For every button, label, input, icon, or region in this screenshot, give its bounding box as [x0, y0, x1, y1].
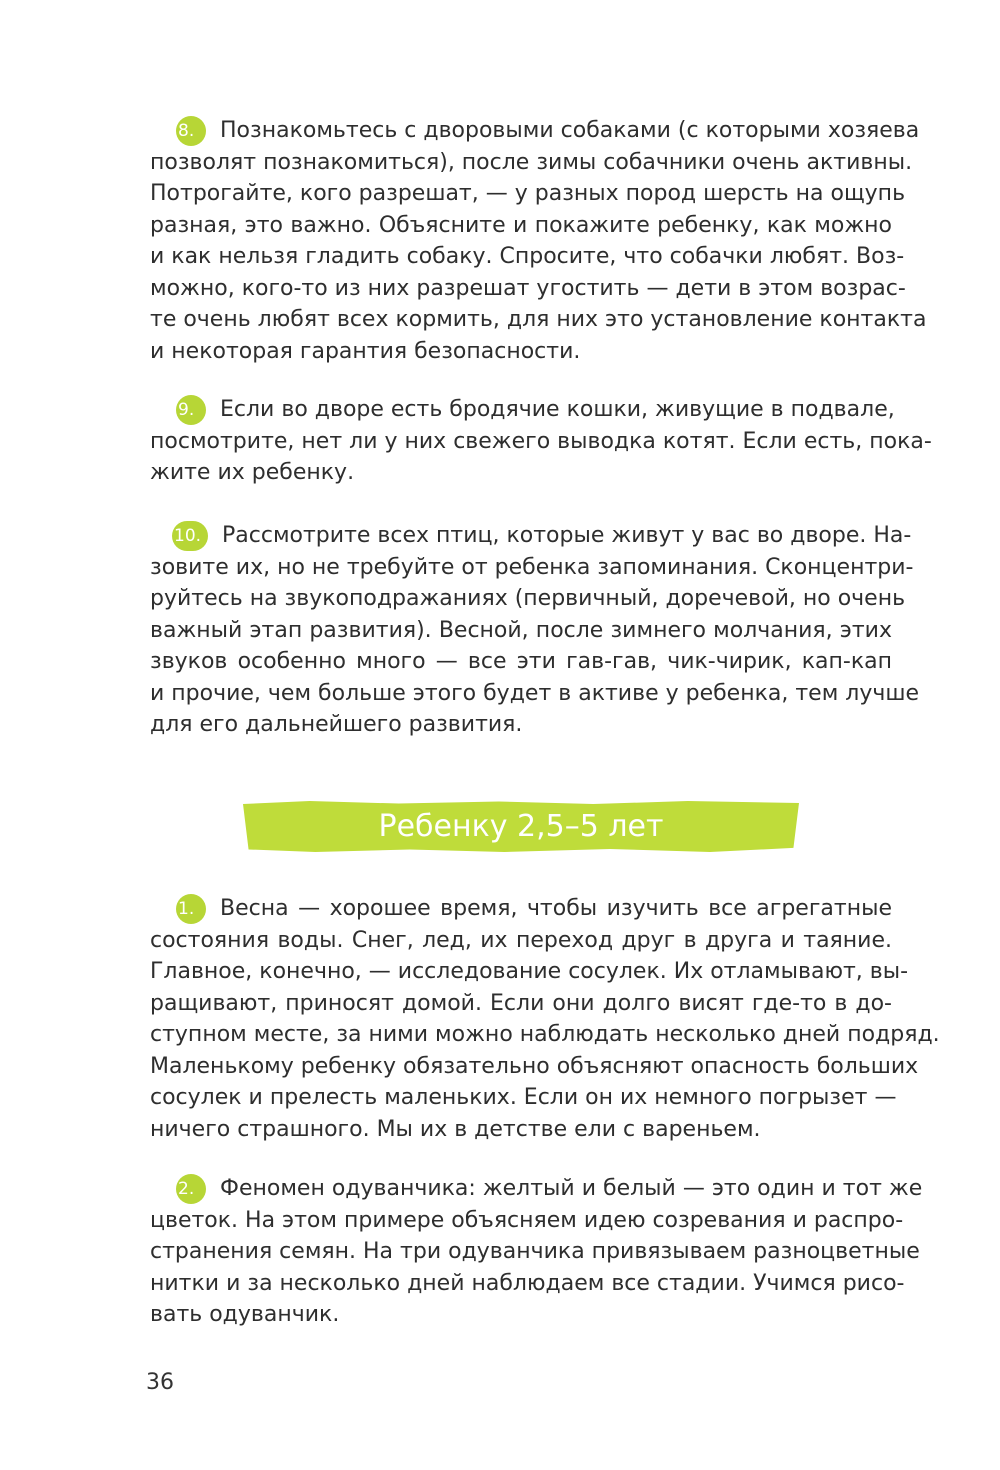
list-item-1: [150, 893, 940, 1145]
text-line: странения семян. На три одуванчика привязываем разноцветные: [150, 1239, 920, 1264]
text-line: состояния воды. Снег, лед, их переход друг в друга и таяние.: [150, 927, 892, 953]
text-line: нитки и за несколько дней наблюдаем все стадии. Учимся рисо-: [150, 1270, 905, 1296]
text-line: посмотрите, нет ли у них свежего выводка котят. Если есть, пока-: [150, 428, 932, 454]
number-badge: 8.: [176, 116, 206, 146]
text-line: 1. Весна — хорошее время, чтобы изучить все агрегатные: [150, 893, 892, 925]
text-line: ращивают, приносят домой. Если они долго висят где-то в до-: [150, 990, 892, 1016]
text-line: разная, это важно. Объясните и покажите ребенку, как можно: [150, 212, 892, 238]
text-line: жите их ребенку.: [150, 460, 355, 485]
text-line: ступном месте, за ними можно наблюдать несколько дней подряд.: [150, 1022, 940, 1047]
text-line: звуков особенно много — все эти гав-гав, чик-чирик, кап-кап: [150, 649, 892, 674]
text-line: позволят познакомиться), после зимы собачники очень активны.: [150, 149, 913, 175]
list-item-8: [150, 115, 927, 367]
page-number: 36: [146, 1370, 174, 1395]
text-line: 8. Познакомьтесь с дворовыми собаками (с которыми хозяева: [150, 115, 892, 147]
text-line: зовите их, но не требуйте от ребенка запоминания. Сконцентри-: [150, 554, 914, 580]
text-line: можно, кого-то из них разрешат угостить — дети в этом возрас-: [150, 275, 906, 301]
list-item-10: [150, 520, 920, 741]
text-line: для его дальнейшего развития.: [150, 712, 523, 737]
text-line: те очень любят всех кормить, для них это установление контакта: [150, 307, 927, 332]
text-line: сосулек и прелесть маленьких. Если он их немного погрызет —: [150, 1085, 897, 1110]
text-line: 9. Если во дворе есть бродячие кошки, живущие в подвале,: [150, 394, 892, 426]
text-line: Маленькому ребенку обязательно объясняют опасность больших: [150, 1053, 919, 1079]
text-line: и как нельзя гладить собаку. Спросите, что собачки любят. Воз-: [150, 244, 905, 269]
text-line: и прочие, чем больше этого будет в активе у ребенка, тем лучше: [150, 680, 920, 706]
text-line: ничего страшного. Мы их в детстве ели с вареньем.: [150, 1116, 761, 1142]
number-badge: 2.: [176, 1174, 206, 1204]
text-line: цветок. На этом примере объясняем идею созревания и распро-: [150, 1207, 904, 1233]
text-line: и некоторая гарантия безопасности.: [150, 338, 581, 364]
text-line: Главное, конечно, — исследование сосулек. Их отламывают, вы-: [150, 959, 909, 984]
section-title: Ребенку 2,5–5 лет: [378, 809, 664, 844]
number-badge: 10.: [172, 521, 208, 551]
number-badge: 9.: [176, 395, 206, 425]
list-item-9: [150, 394, 932, 489]
list-item-2: [150, 1173, 923, 1331]
text-line: вать одуванчик.: [150, 1302, 340, 1327]
text-line: важный этап развития). Весной, после зимнего молчания, этих: [150, 617, 892, 643]
text-line: 2. Феномен одуванчика: желтый и белый — это один и тот же: [150, 1173, 892, 1205]
text-line: 10. Рассмотрите всех птиц, которые живут у вас во дворе. На-: [150, 520, 892, 552]
text-line: Потрогайте, кого разрешат, — у разных пород шерсть на ощупь: [150, 181, 906, 206]
number-badge: 1.: [176, 894, 206, 924]
text-line: руйтесь на звукоподражаниях (первичный, доречевой, но очень: [150, 586, 906, 611]
